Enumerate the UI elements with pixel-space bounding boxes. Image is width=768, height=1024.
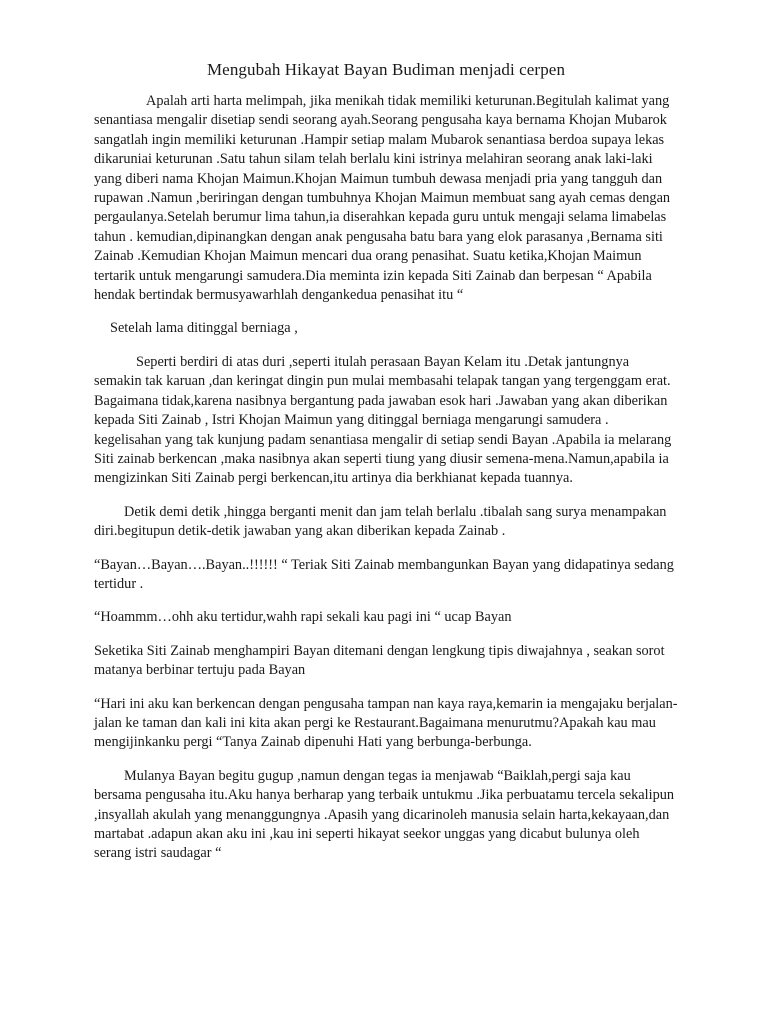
paragraph-9: Mulanya Bayan begitu gugup ,namun dengan tegas ia menjawab “Baiklah,pergi saja kau bersama pengusaha itu.Aku hanya berharap yang terbaik untukmu .Jika perbuatamu tercela sekalipun ,insyallah akulah yang menanggungnya .Apasih yang dicarinoleh manusia selain harta,kekayaan,dan martabat .adapun akan aku ini ,kau ini seperti hikayat seekor unggas yang dicabut bulunya oleh serang istri saudagar “ [94,767,675,862]
paragraph-2: Setelah lama ditinggal berniaga , [110,320,298,337]
paragraph-6: “Hoammm…ohh aku tertidur,wahh rapi sekali kau pagi ini “ ucap Bayan [94,609,512,626]
paragraph-5: “Bayan…Bayan….Bayan..!!!!!! “ Teriak Siti Zainab membangunkan Bayan yang didapatinya sedang tertidur . [94,556,674,592]
paragraph-1: Apalah arti harta melimpah, jika menikah tidak memiliki keturunan.Begitulah kalimat yang senantiasa mengalir disetiap sendi seorang ayah.Seorang pengusaha kaya bernama Khojan Mubarok sangatlah ingin memiliki keturunan .Hampir setiap malam Mubarok senantiasa berdoa supaya lekas dikaruniai keturunan .Satu tahun silam telah berlalu kini istrinya melahiran seorang anak laki-laki yang diberi nama Khojan Maimun.Khojan Maimun tumbuh dewasa menjadi pria yang tangguh dan rupawan .Namun ,beriringan dengan tumbuhnya Khojan Maimun membuat sang ayah cemas dengan pergaulanya.Setelah berumur lima tahun,ia diserahkan kepada guru untuk mengaji selama limabelas tahun . kemudian,dipinangkan dengan anak pengusaha batu bara yang elok parasanya ,Bernama siti Zainab .Kemudian Khojan Maimun mencari dua orang penasihat. Suatu ketika,Khojan Maimun tertarik untuk mengarungi samudera.Dia meminta izin kepada Siti Zainab dan berpesan “ Apabila hendak bertindak bermusyawarhlah dengankedua penasihat itu “ [94,93,671,304]
paragraph-8: “Hari ini aku kan berkencan dengan pengusaha tampan nan kaya raya,kemarin ia mengajaku berjalan-jalan ke taman dan kali ini kita akan pergi ke Restaurant.Bagaimana menurutmu?Apakah kau mau mengijinkanku pergi “Tanya Zainab dipenuhi Hati yang berbunga-berbunga. [94,695,678,751]
paragraph-7: Seketika Siti Zainab menghampiri Bayan ditemani dengan lengkung tipis diwajahnya , seakan sorot matanya berbinar tertuju pada Bayan [94,642,665,679]
paragraph-3: Seperti berdiri di atas duri ,seperti itulah perasaan Bayan Kelam itu .Detak jantungnya semakin tak karuan ,dan keringat dingin pun mulai membasahi telapak tangan yang tergenggam erat. Bagaimana tidak,karena nasibnya bergantung pada jawaban esok hari .Jawaban yang akan diberikan kepada Siti Zainab , Istri Khojan Maimun yang ditinggal berniaga mengarungi samudera . kegelisahan yang tak kunjung padam senantiasa mengalir di setiap sendi Bayan .Apabila ia melarang Siti zainab berkencan ,maka nasibnya akan seperti tiung yang diusir semena-mena.Namun,apabila ia mengizinkan Siti Zainab pergi berkencan,itu artinya dia berkhianat kepada tuannya. [94,353,672,487]
paragraph-4: Detik demi detik ,hingga berganti menit dan jam telah berlalu .tibalah sang surya menampakan diri.begitupun detik-detik jawaban yang akan diberikan kepada Zainab . [94,503,667,540]
document-title: Mengubah Hikayat Bayan Budiman menjadi cerpen [206,60,566,79]
